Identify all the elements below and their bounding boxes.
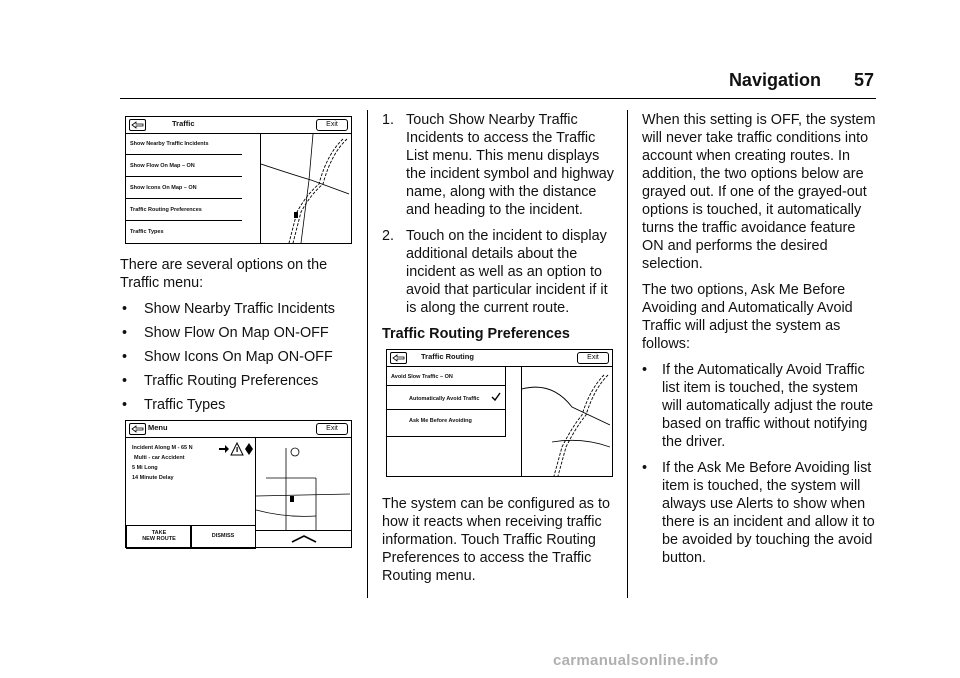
avoid-slow-traffic-item: Avoid Slow Traffic – ON: [391, 374, 453, 380]
chevron-up-icon: [290, 534, 318, 544]
menu-item-traffic-types: Traffic Types: [130, 229, 164, 235]
header-rule: [120, 98, 876, 99]
take-new-route-button: TAKE NEW ROUTE: [126, 525, 192, 549]
screen-topbar: [126, 421, 351, 438]
back-arrow-icon: [390, 352, 407, 364]
map-toggle-button: [256, 530, 351, 548]
column-divider-2: [627, 110, 628, 598]
back-arrow-icon: [129, 423, 146, 435]
page-number: 57: [853, 70, 874, 90]
section-title: Navigation: [728, 70, 821, 90]
paragraph-1: When this setting is OFF, the system will never take traffic conditions into account when creating routes. In addition, the two options below are grayed out. If one of the grayed-out options is touched, it automatically turns the traffic avoidance feature ON and performs the desired selection.: [642, 112, 876, 272]
menu-item-nearby-incidents: Show Nearby Traffic Incidents: [130, 141, 209, 147]
menu-item-flow-on-map: Show Flow On Map – ON: [130, 163, 195, 169]
list-item: • If the Ask Me Before Avoiding list item is touched, the system will always use Alerts to show when there is an incident and allow it to be avoided by touching the avoid button.: [642, 460, 875, 566]
list-item: • Show Nearby Traffic Incidents: [122, 301, 335, 317]
screen-topbar: [387, 350, 612, 367]
menu-item-routing-preferences: Traffic Routing Preferences: [130, 207, 202, 213]
list-item: • Show Icons On Map ON-OFF: [122, 349, 333, 365]
screen-title: Traffic Routing: [421, 352, 474, 361]
column-divider-1: [367, 110, 368, 598]
list-item: • Show Flow On Map ON-OFF: [122, 325, 329, 341]
routing-options: [387, 366, 506, 437]
incident-menu-screen: Menu Exit Incident Along M - 65 N Multi - car Accident 5 Mi Long 14 Minute Delay TAKE NEW ROUTE DISMISS: [125, 420, 352, 548]
checkmark-icon: [491, 392, 501, 402]
routing-paragraph: The system can be configured as to how it reacts when receiving traffic information. Touch Traffic Routing Preferences to access the Traffic Routing menu.: [382, 496, 610, 584]
screen-title: Traffic: [172, 119, 195, 128]
list-item: • If the Automatically Avoid Traffic list item is touched, the system will automatically adjust the route based on traffic without notifying the driver.: [642, 362, 874, 450]
intro-paragraph: There are several options on the Traffic menu:: [120, 257, 328, 291]
column-1: [120, 256, 352, 420]
list-item: 2. Touch on the incident to display additional details about the incident as well as an option to avoid that particular incident if it is along the current route.: [382, 228, 608, 316]
exit-button: Exit: [316, 119, 348, 131]
map-icon: [261, 134, 349, 243]
map-icon: [256, 438, 350, 530]
incident-symbols-icon: [218, 442, 254, 456]
screen-title: Menu: [148, 423, 168, 432]
subheading: Traffic Routing Preferences: [382, 326, 570, 342]
traffic-menu-list: [126, 133, 242, 243]
watermark: carmanualsonline.info: [553, 652, 719, 669]
traffic-routing-screen: [386, 349, 613, 477]
column-3: [642, 111, 876, 575]
list-item: 1. Touch Show Nearby Traffic Incidents to access the Traffic List menu. This menu displays the incident symbol and highway name, along with the distance and heading to the incident.: [382, 112, 614, 218]
ask-me-item: Ask Me Before Avoiding: [409, 418, 472, 424]
traffic-menu-screen: [125, 116, 352, 244]
back-arrow-icon: [129, 119, 146, 131]
paragraph-2: The two options, Ask Me Before Avoiding and Automatically Avoid Traffic will adjust the system as follows:: [642, 282, 853, 352]
dismiss-button: DISMISS: [190, 525, 256, 549]
page-header: [729, 70, 874, 91]
map-icon: [522, 367, 610, 476]
exit-button: Exit: [577, 352, 609, 364]
exit-button: Exit: [316, 423, 348, 435]
menu-item-icons-on-map: Show Icons On Map – ON: [130, 185, 197, 191]
list-item: • Traffic Routing Preferences: [122, 373, 319, 389]
list-item: • Traffic Types: [122, 397, 226, 413]
screen-topbar: [126, 117, 351, 134]
auto-avoid-item: Automatically Avoid Traffic: [409, 396, 480, 402]
